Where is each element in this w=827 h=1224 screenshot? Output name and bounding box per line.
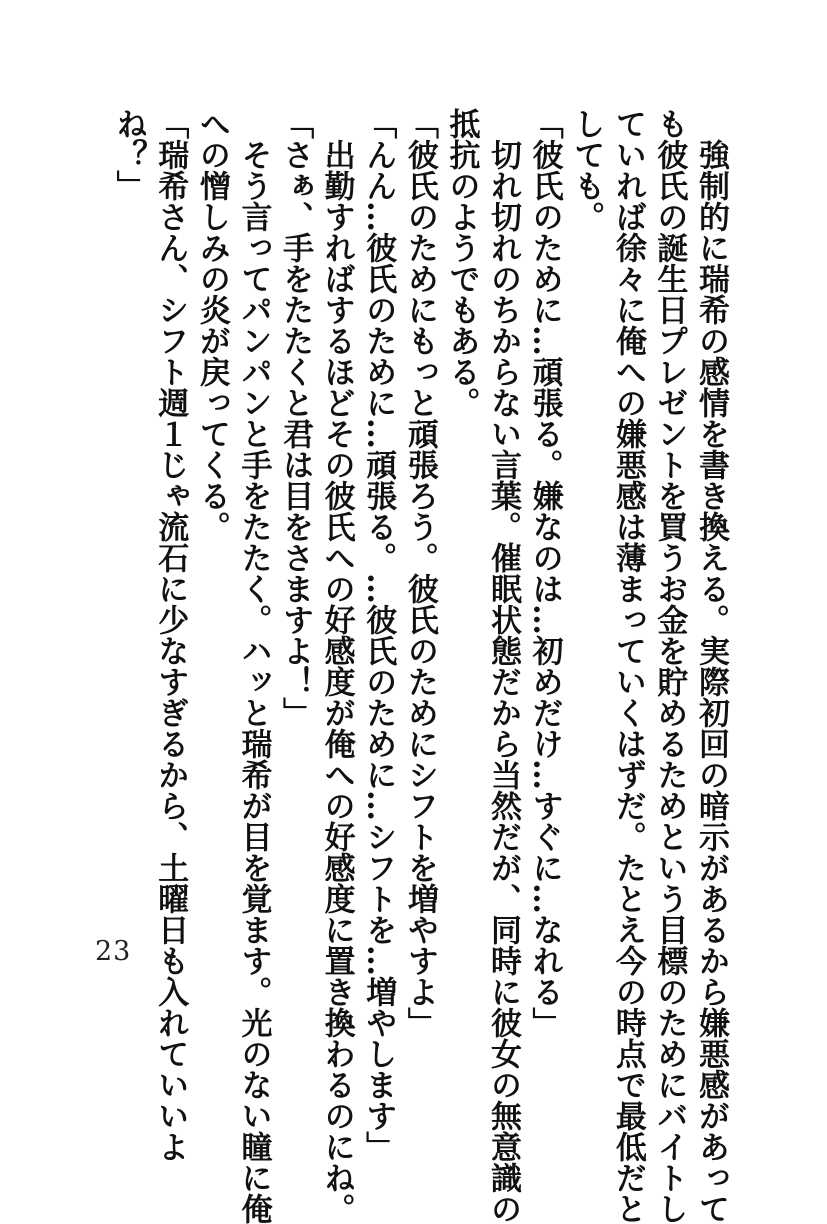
text-line: そう言ってパンパンと手をたたく。ハッと瑞希が目を覚ます。光のない瞳に俺 xyxy=(235,108,272,1224)
text-line: ね？」 xyxy=(110,108,147,201)
text-line: 「彼氏のためにもっと頑張ろう。彼氏のためにシフトを増やすよ」 xyxy=(401,108,438,1038)
text-line: 出勤すればするほどその彼氏への好感度が俺への好感度に置き換わるのにね。 xyxy=(318,108,355,1224)
text-line: 切れ切れのちからない言葉。催眠状態だから当然だが、同時に彼女の無意識の xyxy=(485,108,522,1224)
text-line: しても。 xyxy=(568,108,605,232)
text-line: 「瑞希さん、シフト週１じゃ流石に少なすぎるから、土曜日も入れていいよ xyxy=(152,108,189,1162)
text-line: ていれば徐々に俺への嫌悪感は薄まっていくはずだ。たとえ今の時点で最低だと xyxy=(609,108,646,1224)
text-line: への憎しみの炎が戻ってくる。 xyxy=(193,108,230,542)
text-line: 抵抗のようでもある。 xyxy=(443,108,480,418)
text-line: 「彼氏のために…頑張る。嫌なのは…初めだけ…すぐに…なれる」 xyxy=(526,108,563,1038)
text-line: 「さぁ、手をたたくと君は目をさますよ！」 xyxy=(277,108,314,728)
text-line: 強制的に瑞希の感情を書き換える。実際初回の暗示があるから嫌悪感があって xyxy=(693,108,729,1224)
text-line: も彼氏の誕生日プレゼントを買うお金を貯めるためという目標のためにバイトし xyxy=(651,108,688,1224)
page-number: 23 xyxy=(95,936,132,967)
vertical-text-body xyxy=(107,108,731,1224)
text-line: 「んん…彼氏のために…頑張る。…彼氏のために…シフトを…増やします」 xyxy=(360,108,397,1162)
